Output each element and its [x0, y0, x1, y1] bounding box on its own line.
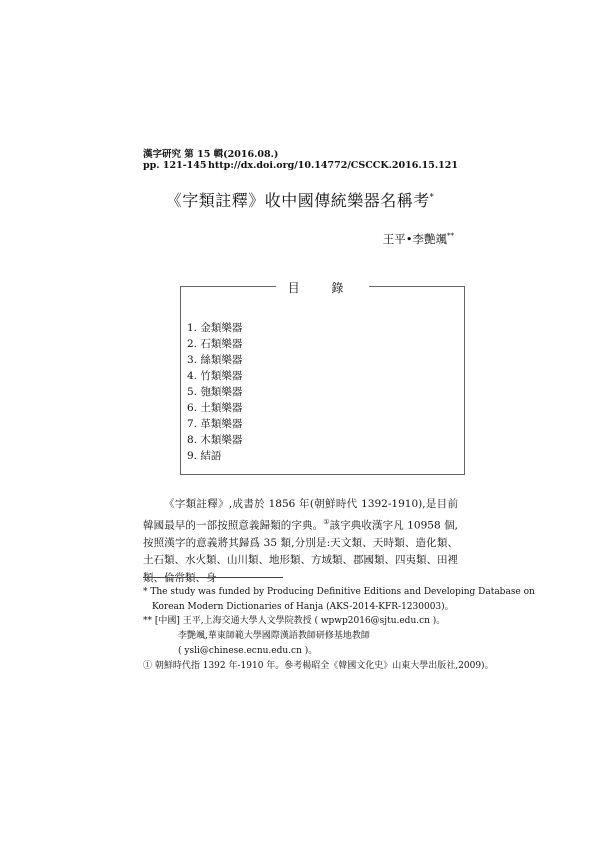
authors [383, 231, 454, 247]
toc-item: 9. 結語 [187, 450, 222, 462]
footnote-1: ① 朝鮮時代指 1392 年-1910 年。參考楊昭全《韓國文化史》山東大學出版社,2009)。 [143, 661, 494, 671]
toc-heading: 目 錄 [276, 279, 370, 296]
toc-item: 2. 石類樂器 [187, 338, 243, 350]
doi-link[interactable]: http://dx.doi.org/10.14772/CSCCK.2016.15.121 [208, 160, 458, 171]
footnote-divider [143, 577, 283, 578]
footnote-ref: ① [323, 517, 330, 526]
page-range: pp. 121-145 [143, 160, 207, 171]
author-names: 王平•李艷颯 [382, 232, 447, 246]
footnote-author2: 李艷颯,華東師範大學國際漢語教師研修基地教師 [178, 631, 370, 641]
author-footnote-mark: ** [447, 232, 454, 241]
body-text-a: 《字類註釋》,成書於 1856 年(朝鮮時代 1392-1910),是目前韓國最早的一部按照意義歸類的字典。 [143, 498, 458, 531]
footnote-author2-email: ( ysli@chinese.ecnu.edu.cn )。 [178, 646, 318, 656]
article-title [0, 188, 600, 211]
toc-item: 4. 竹類樂器 [187, 370, 243, 382]
table-of-contents [180, 281, 465, 475]
toc-item: 5. 匏類樂器 [187, 386, 243, 398]
title-text: 《字類註釋》收中國傳統樂器名稱考 [165, 191, 430, 210]
toc-list [187, 320, 242, 464]
toc-item: 1. 金類樂器 [187, 322, 243, 334]
body-paragraph [143, 496, 458, 587]
toc-item: 8. 木類樂器 [187, 434, 243, 446]
footnote-funding: * The study was funded by Producing Definitive Editions and Developing Database on [143, 587, 535, 597]
footnote-funding-cont: Korean Modern Dictionaries of Hanja (AKS-2014-KFR-1230003)。 [152, 602, 454, 612]
journal-info: 漢字研究 第 15 輯(2016.08.) [143, 149, 279, 160]
body-text-b: 該字典收漢字凡 10958 個,按照漢字的意義將其歸爲 35 類,分別是:天文類、天時類、造化類、土石類、水火類、山川類、地形類、方域類、郡國類、四夷類、田裡類、倫常類、身 [143, 519, 459, 584]
toc-item: 7. 革類樂器 [187, 418, 243, 430]
footnote-authors: ** [中國] 王平,上海交通大學人文學院教授 ( wpwp2016@sjtu.edu.cn )。 [143, 616, 446, 626]
toc-item: 3. 絲類樂器 [187, 354, 243, 366]
title-footnote-mark: * [429, 192, 435, 202]
toc-item: 6. 土類樂器 [187, 402, 243, 414]
